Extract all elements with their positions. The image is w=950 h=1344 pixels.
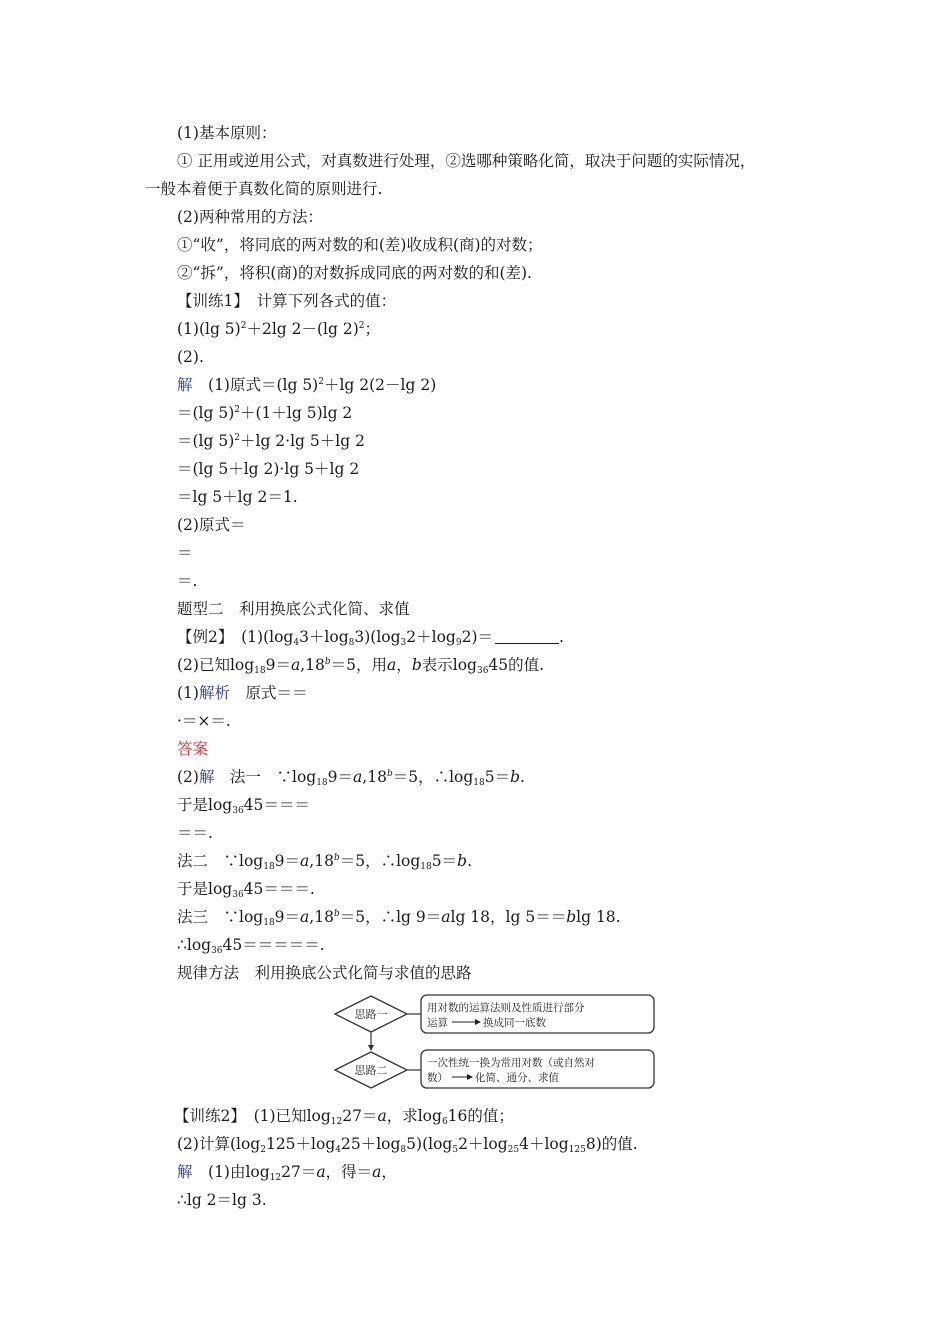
example2-question2: (2)已知$\log_{18}9=a,18^b=5$，用a，b表示$\log_{36}45$的值. xyxy=(177,656,545,676)
training1-question2: (2). xyxy=(177,348,204,366)
training1-solution-line5: ＝lg 5＋lg 2＝1. xyxy=(177,488,298,506)
example2-method1: (2)解 法一 $\because\log_{18}9=a,18^b=5$，$\therefore\log_{18}5=b$. xyxy=(177,768,525,788)
training1-solution-line2: ＝(lg 5)$^2$＋(1＋lg 5)lg 2 xyxy=(177,404,353,422)
method-collect: ①“收”，将同底的两对数的和(差)收成积(商)的对数； xyxy=(177,236,543,254)
basic-principle-title: (1)基本原则： xyxy=(177,124,277,142)
training1-solution-line7: ＝ xyxy=(177,544,193,562)
training1-solution-line6: (2)原式＝ xyxy=(177,516,246,534)
rule-title: 规律方法 利用换底公式化简与求值的思路 xyxy=(177,964,472,982)
example2-method2: 法二 $\because\log_{18}9=a,18^b=5$，$\therefore\log_{18}5=b$. xyxy=(177,852,472,872)
example2-method3-result: $\therefore\log_{36}45=====$. xyxy=(177,936,325,956)
box-approach2-line1: 一次性统一换为常用对数（或自然对 xyxy=(427,1057,595,1069)
box-approach2-line2a: 数） xyxy=(427,1072,448,1084)
training2-solution-line1: 解 (1)由$\log_{12}27=a$，得＝a， xyxy=(177,1163,397,1183)
training2-solution-line2: ∴lg 2＝lg 3. xyxy=(177,1191,267,1209)
example2-method2-result: 于是$\log_{36}45===$. xyxy=(177,880,315,900)
section2-title: 题型二 利用换底公式化简、求值 xyxy=(177,600,410,618)
training1-solution-line1: 解 (1)原式＝(lg 5)$^2$＋lg 2(2－lg 2) xyxy=(177,376,437,394)
arrow-down-head xyxy=(368,1045,374,1051)
training1-solution-line4: ＝(lg 5＋lg 2)·lg 5＋lg 2 xyxy=(177,460,360,478)
box-approach1-line2a: 运算 xyxy=(427,1017,448,1029)
box-approach1-line1: 用对数的运算法则及性质进行部分 xyxy=(427,1002,585,1014)
training2-question2: (2)计算$(\log_2125+\log_425+\log_85)(\log_52+\log_{25}4+\log_{125}8)$的值. xyxy=(177,1135,638,1155)
analysis-label: 解析 xyxy=(198,684,230,702)
basic-principle-text-cont: 一般本着便于真数化简的原则进行. xyxy=(145,180,383,198)
methods-title: (2)两种常用的方法： xyxy=(177,208,323,226)
example2-method1-result-cont: ＝＝. xyxy=(177,824,213,842)
training1-solution-line8: ＝. xyxy=(177,572,198,590)
solution-label: 解 xyxy=(177,376,193,394)
solution-label: 解 xyxy=(198,768,215,786)
box-approach2-line2b: 化简、通分、求值 xyxy=(475,1072,559,1084)
training1-title: 【训练1】 计算下列各式的值： xyxy=(177,292,397,310)
solution-label: 解 xyxy=(177,1163,193,1181)
method-flow-diagram xyxy=(333,990,655,1090)
answer-label: 答案 xyxy=(177,740,209,758)
box-approach1-line2b: 换成同一底数 xyxy=(483,1017,546,1029)
example2-method3: 法三 $\because\log_{18}9=a,18^b=5$，∴lg 9＝alg 18，lg 5＝＝blg 18. xyxy=(177,908,621,928)
example2-question1: 【例2】 $(1)(\log_43+\log_83)(\log_32+\log_92)=$ . xyxy=(177,628,564,648)
training1-question1: (1)(lg 5)$^2$＋2lg 2－(lg 2)$^2$； xyxy=(177,320,380,338)
answer-blank xyxy=(495,628,559,644)
example2-analysis: (1)解析 原式＝＝ xyxy=(177,684,308,702)
node-approach1-label: 思路一 xyxy=(354,1008,388,1021)
training2-question1: 【训练2】 (1)已知$\log_{12}27=a$，求$\log_616$的值； xyxy=(174,1107,514,1127)
method-split: ②“拆”，将积(商)的对数拆成同底的两对数的和(差). xyxy=(177,264,532,282)
example2-method1-result: 于是$\log_{36}45===$ xyxy=(177,796,310,816)
basic-principle-text: ① 正用或逆用公式，对真数进行处理，②选哪种策略化简，取决于问题的实际情况， xyxy=(177,152,756,170)
example2-analysis-cont: ·＝×＝. xyxy=(177,712,231,730)
training1-solution-line3: ＝(lg 5)$^2$＋lg 2·lg 5＋lg 2 xyxy=(177,432,365,450)
node-approach2-label: 思路二 xyxy=(354,1064,388,1077)
